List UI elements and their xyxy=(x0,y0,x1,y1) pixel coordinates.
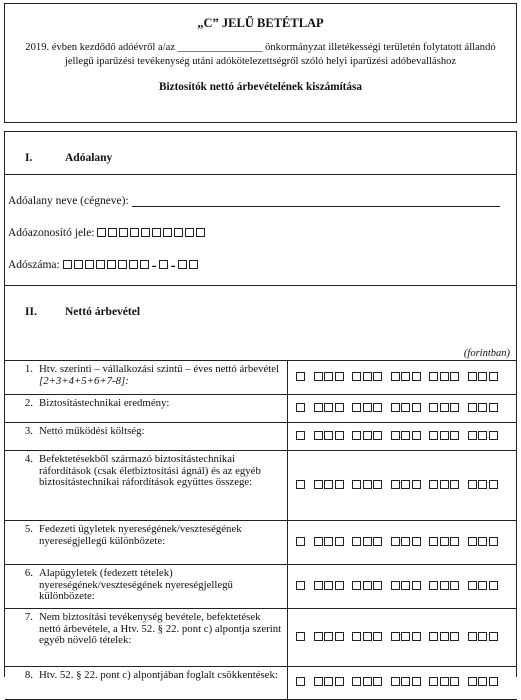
digit-box[interactable] xyxy=(335,537,344,546)
digit-group xyxy=(352,372,384,384)
digit-group xyxy=(296,632,307,644)
tax-id-label: Adóazonosító jele: xyxy=(8,227,95,239)
digit-box[interactable] xyxy=(468,372,477,381)
section-1-number: I. xyxy=(25,152,33,164)
digit-box[interactable] xyxy=(478,372,487,381)
digit-box[interactable] xyxy=(373,372,382,381)
digit-box[interactable] xyxy=(373,403,382,412)
table-row xyxy=(5,361,517,395)
digit-box[interactable] xyxy=(373,480,382,489)
digit-box[interactable] xyxy=(314,372,323,381)
tax-number-boxes[interactable] xyxy=(63,258,200,274)
row-description xyxy=(39,395,288,423)
digit-box[interactable] xyxy=(296,480,305,489)
digit-group xyxy=(296,677,307,689)
amount-boxes[interactable] xyxy=(288,361,518,395)
digit-box[interactable] xyxy=(489,431,498,440)
row-description xyxy=(39,521,288,565)
digit-box[interactable] xyxy=(440,581,449,590)
digit-box[interactable] xyxy=(335,581,344,590)
digit-box[interactable] xyxy=(119,228,128,237)
digit-group xyxy=(468,480,500,492)
digit-box[interactable] xyxy=(296,581,305,590)
digit-box[interactable] xyxy=(178,260,187,269)
row-description xyxy=(39,361,288,395)
digit-box[interactable] xyxy=(468,431,477,440)
digit-box[interactable] xyxy=(324,403,333,412)
table-row xyxy=(5,451,517,521)
section-2-title: Nettó árbevétel xyxy=(65,306,141,318)
digit-box[interactable] xyxy=(335,480,344,489)
digit-box[interactable] xyxy=(440,480,449,489)
amount-boxes[interactable] xyxy=(288,609,518,667)
digit-box[interactable] xyxy=(391,431,400,440)
digit-group xyxy=(296,431,307,443)
digit-box[interactable] xyxy=(363,537,372,546)
digit-box[interactable] xyxy=(478,431,487,440)
digit-group xyxy=(468,372,500,384)
digit-box[interactable] xyxy=(489,403,498,412)
digit-box[interactable] xyxy=(429,372,438,381)
digit-group xyxy=(429,581,461,593)
digit-box[interactable] xyxy=(429,403,438,412)
digit-box[interactable] xyxy=(296,537,305,546)
digit-box[interactable] xyxy=(196,228,205,237)
revenue-table xyxy=(5,360,517,700)
form-subtitle: Biztosítók nettó árbevételének kiszámítása xyxy=(159,81,362,93)
digit-box[interactable] xyxy=(429,431,438,440)
digit-box[interactable] xyxy=(412,403,421,412)
digit-box[interactable] xyxy=(352,677,361,686)
table-row xyxy=(5,609,517,667)
digit-box[interactable] xyxy=(97,228,106,237)
table-row xyxy=(5,423,517,451)
digit-box[interactable] xyxy=(401,372,410,381)
digit-box[interactable] xyxy=(314,431,323,440)
table-row xyxy=(5,395,517,423)
unit-label: (forintban) xyxy=(463,348,510,359)
digit-box[interactable] xyxy=(373,632,382,641)
digit-group xyxy=(391,581,423,593)
digit-box[interactable] xyxy=(74,260,83,269)
taxpayer-name-label: Adóalany neve (cégneve): xyxy=(8,195,129,207)
amount-boxes[interactable] xyxy=(288,451,518,521)
row-text: Htv. szerinti – vállalkozási szintű – éves nettó árbevétel xyxy=(39,363,280,375)
row-number: 6. xyxy=(5,565,39,609)
digit-box[interactable] xyxy=(118,260,127,269)
digit-box[interactable] xyxy=(489,480,498,489)
digit-box[interactable] xyxy=(352,480,361,489)
digit-group xyxy=(391,480,423,492)
digit-group xyxy=(429,537,461,549)
digit-box[interactable] xyxy=(391,632,400,641)
digit-box[interactable] xyxy=(373,537,382,546)
digit-box[interactable] xyxy=(412,372,421,381)
digit-box[interactable] xyxy=(450,632,459,641)
digit-box[interactable] xyxy=(335,431,344,440)
row-description xyxy=(39,423,288,451)
digit-group xyxy=(314,372,346,384)
digit-box[interactable] xyxy=(440,372,449,381)
row-number: 8. xyxy=(5,667,39,700)
digit-group xyxy=(352,480,384,492)
digit-box[interactable] xyxy=(108,228,117,237)
form-intro: 2019. évben kezdődő adóévről a/az ________________ önkormányzat illetékességi területén folytatott állandó jellegű iparűzési tevékenység utáni adókötelezettségről szóló helyi iparűzési adóbevalláshoz xyxy=(25,42,496,67)
digit-group xyxy=(429,372,461,384)
amount-boxes[interactable] xyxy=(288,667,518,700)
form-body xyxy=(4,131,517,681)
digit-group xyxy=(314,677,346,689)
digit-group xyxy=(468,677,500,689)
digit-box[interactable] xyxy=(450,537,459,546)
digit-group xyxy=(352,537,384,549)
digit-box[interactable] xyxy=(189,260,198,269)
digit-group xyxy=(391,677,423,689)
digit-box[interactable] xyxy=(429,537,438,546)
digit-group xyxy=(296,372,307,384)
row-number: 7. xyxy=(5,609,39,667)
digit-box[interactable] xyxy=(401,431,410,440)
row-formula: [2+3+4+5+6+7-8]: xyxy=(39,374,129,387)
digit-box[interactable] xyxy=(401,480,410,489)
digit-box[interactable] xyxy=(335,632,344,641)
digit-group xyxy=(296,480,307,492)
digit-box[interactable] xyxy=(429,480,438,489)
digit-box[interactable] xyxy=(440,677,449,686)
row-text: Nettó működési költség: xyxy=(39,425,145,437)
digit-box[interactable] xyxy=(489,677,498,686)
digit-box[interactable] xyxy=(159,260,168,269)
digit-group xyxy=(314,480,346,492)
digit-group xyxy=(429,677,461,689)
digit-group xyxy=(468,431,500,443)
digit-box[interactable] xyxy=(401,537,410,546)
digit-box[interactable] xyxy=(324,581,333,590)
digit-group xyxy=(429,632,461,644)
digit-group xyxy=(429,480,461,492)
digit-box[interactable] xyxy=(440,537,449,546)
digit-box[interactable] xyxy=(324,677,333,686)
row-description xyxy=(39,667,288,700)
tax-id-field[interactable] xyxy=(8,227,207,239)
digit-box[interactable] xyxy=(141,228,150,237)
digit-box[interactable] xyxy=(352,581,361,590)
digit-box[interactable] xyxy=(363,431,372,440)
digit-box[interactable] xyxy=(130,228,139,237)
taxpayer-name-field[interactable] xyxy=(8,195,500,207)
digit-box[interactable] xyxy=(391,537,400,546)
digit-box[interactable] xyxy=(107,260,116,269)
digit-box[interactable] xyxy=(352,403,361,412)
tax-number-label: Adószáma: xyxy=(8,259,60,271)
form-title: „C” JELŰ BETÉTLAP xyxy=(197,16,324,30)
digit-box[interactable] xyxy=(478,632,487,641)
tax-number-field[interactable] xyxy=(8,258,200,275)
digit-box[interactable] xyxy=(185,228,194,237)
digit-group xyxy=(468,403,500,415)
digit-box[interactable] xyxy=(412,677,421,686)
digit-box[interactable] xyxy=(363,403,372,412)
digit-box[interactable] xyxy=(296,677,305,686)
amount-boxes[interactable] xyxy=(288,565,518,609)
digit-group xyxy=(391,431,423,443)
amount-boxes[interactable] xyxy=(288,423,518,451)
row-number: 1. xyxy=(5,361,39,395)
digit-group xyxy=(468,537,500,549)
row-text: Biztosítástechnikai eredmény: xyxy=(39,397,170,409)
row-text: Nem biztosítási tevékenység bevétele, befektetések nettó árbevétele, a Htv. 52. § 22. pont c) alpontja szerint egyéb növelő tételek: xyxy=(39,611,282,646)
digit-box[interactable] xyxy=(489,581,498,590)
digit-box[interactable] xyxy=(412,537,421,546)
form-header xyxy=(4,3,517,123)
separator-dash: - xyxy=(170,258,176,274)
digit-box[interactable] xyxy=(129,260,138,269)
digit-box[interactable] xyxy=(140,260,149,269)
digit-group xyxy=(391,372,423,384)
digit-box[interactable] xyxy=(468,537,477,546)
table-row xyxy=(5,521,517,565)
digit-box[interactable] xyxy=(335,677,344,686)
digit-group xyxy=(391,403,423,415)
digit-group xyxy=(352,431,384,443)
digit-box[interactable] xyxy=(363,581,372,590)
digit-box[interactable] xyxy=(373,581,382,590)
digit-box[interactable] xyxy=(363,480,372,489)
digit-box[interactable] xyxy=(363,677,372,686)
digit-group xyxy=(468,632,500,644)
digit-box[interactable] xyxy=(296,632,305,641)
digit-box[interactable] xyxy=(324,632,333,641)
digit-box[interactable] xyxy=(352,431,361,440)
digit-group xyxy=(314,581,346,593)
tax-id-boxes[interactable] xyxy=(97,227,207,239)
digit-box[interactable] xyxy=(429,632,438,641)
taxpayer-name-input[interactable] xyxy=(132,206,500,207)
row-text: Befektetésekből származó biztosítástechnikai ráfordítások (csak életbiztosítási ágnál) és az egyéb biztosítástechnikai ráfordítások együttes összege: xyxy=(39,453,261,488)
row-description xyxy=(39,565,288,609)
digit-box[interactable] xyxy=(63,260,72,269)
digit-box[interactable] xyxy=(314,677,323,686)
digit-box[interactable] xyxy=(468,677,477,686)
digit-box[interactable] xyxy=(401,632,410,641)
digit-box[interactable] xyxy=(335,403,344,412)
digit-box[interactable] xyxy=(391,403,400,412)
row-text: Alapügyletek (fedezett tételek) nyereségének/veszteségének nyereségjellegű különbözete: xyxy=(39,567,233,602)
digit-box[interactable] xyxy=(450,372,459,381)
digit-group xyxy=(352,403,384,415)
row-text: Htv. 52. § 22. pont c) alpontjában foglalt csökkentések: xyxy=(39,669,278,681)
digit-box[interactable] xyxy=(429,677,438,686)
digit-box[interactable] xyxy=(468,480,477,489)
amount-boxes[interactable] xyxy=(288,521,518,565)
digit-box[interactable] xyxy=(429,581,438,590)
digit-group xyxy=(314,431,346,443)
digit-box[interactable] xyxy=(412,581,421,590)
digit-box[interactable] xyxy=(152,228,161,237)
digit-box[interactable] xyxy=(412,632,421,641)
digit-box[interactable] xyxy=(401,677,410,686)
digit-box[interactable] xyxy=(450,431,459,440)
digit-group xyxy=(314,632,346,644)
digit-box[interactable] xyxy=(163,228,172,237)
table-row xyxy=(5,565,517,609)
row-text: Fedezeti ügyletek nyereségének/veszteségének nyereségjellegű különbözete: xyxy=(39,523,242,547)
section-1-title: Adóalany xyxy=(65,152,113,164)
separator-dash: - xyxy=(151,258,157,274)
digit-box[interactable] xyxy=(391,372,400,381)
digit-box[interactable] xyxy=(391,480,400,489)
digit-box[interactable] xyxy=(450,581,459,590)
digit-group xyxy=(296,403,307,415)
digit-box[interactable] xyxy=(96,260,105,269)
digit-group xyxy=(296,581,307,593)
digit-group xyxy=(296,537,307,549)
digit-box[interactable] xyxy=(314,480,323,489)
digit-box[interactable] xyxy=(314,581,323,590)
divider xyxy=(5,174,516,175)
divider xyxy=(5,285,516,286)
digit-box[interactable] xyxy=(450,480,459,489)
digit-box[interactable] xyxy=(401,403,410,412)
row-number: 4. xyxy=(5,451,39,521)
digit-group xyxy=(314,537,346,549)
section-2-number: II. xyxy=(25,306,37,318)
digit-box[interactable] xyxy=(478,677,487,686)
digit-box[interactable] xyxy=(489,537,498,546)
digit-box[interactable] xyxy=(314,403,323,412)
row-number: 5. xyxy=(5,521,39,565)
digit-box[interactable] xyxy=(314,632,323,641)
row-description xyxy=(39,451,288,521)
digit-box[interactable] xyxy=(440,632,449,641)
digit-box[interactable] xyxy=(450,677,459,686)
digit-box[interactable] xyxy=(478,537,487,546)
amount-boxes[interactable] xyxy=(288,395,518,423)
digit-box[interactable] xyxy=(373,677,382,686)
digit-box[interactable] xyxy=(296,431,305,440)
digit-box[interactable] xyxy=(335,372,344,381)
digit-box[interactable] xyxy=(324,537,333,546)
digit-box[interactable] xyxy=(440,403,449,412)
digit-box[interactable] xyxy=(489,632,498,641)
digit-box[interactable] xyxy=(468,632,477,641)
digit-box[interactable] xyxy=(324,431,333,440)
table-row xyxy=(5,667,517,700)
digit-box[interactable] xyxy=(296,372,305,381)
digit-group xyxy=(314,403,346,415)
row-description xyxy=(39,609,288,667)
digit-box[interactable] xyxy=(478,581,487,590)
row-number: 2. xyxy=(5,395,39,423)
digit-box[interactable] xyxy=(468,403,477,412)
digit-box[interactable] xyxy=(478,480,487,489)
digit-group xyxy=(391,537,423,549)
digit-box[interactable] xyxy=(391,677,400,686)
digit-box[interactable] xyxy=(296,403,305,412)
digit-box[interactable] xyxy=(174,228,183,237)
digit-box[interactable] xyxy=(468,581,477,590)
digit-group xyxy=(468,581,500,593)
digit-box[interactable] xyxy=(363,632,372,641)
digit-group xyxy=(352,632,384,644)
digit-box[interactable] xyxy=(363,372,372,381)
digit-box[interactable] xyxy=(352,632,361,641)
digit-group xyxy=(391,632,423,644)
digit-group xyxy=(429,403,461,415)
digit-box[interactable] xyxy=(401,581,410,590)
digit-group xyxy=(352,581,384,593)
digit-box[interactable] xyxy=(489,372,498,381)
row-number: 3. xyxy=(5,423,39,451)
digit-box[interactable] xyxy=(324,372,333,381)
digit-box[interactable] xyxy=(450,403,459,412)
digit-group xyxy=(352,677,384,689)
digit-box[interactable] xyxy=(412,480,421,489)
digit-box[interactable] xyxy=(478,403,487,412)
digit-box[interactable] xyxy=(391,581,400,590)
digit-box[interactable] xyxy=(352,372,361,381)
digit-box[interactable] xyxy=(412,431,421,440)
digit-box[interactable] xyxy=(440,431,449,440)
digit-box[interactable] xyxy=(352,537,361,546)
digit-box[interactable] xyxy=(373,431,382,440)
digit-box[interactable] xyxy=(314,537,323,546)
digit-group xyxy=(429,431,461,443)
digit-box[interactable] xyxy=(324,480,333,489)
digit-box[interactable] xyxy=(85,260,94,269)
